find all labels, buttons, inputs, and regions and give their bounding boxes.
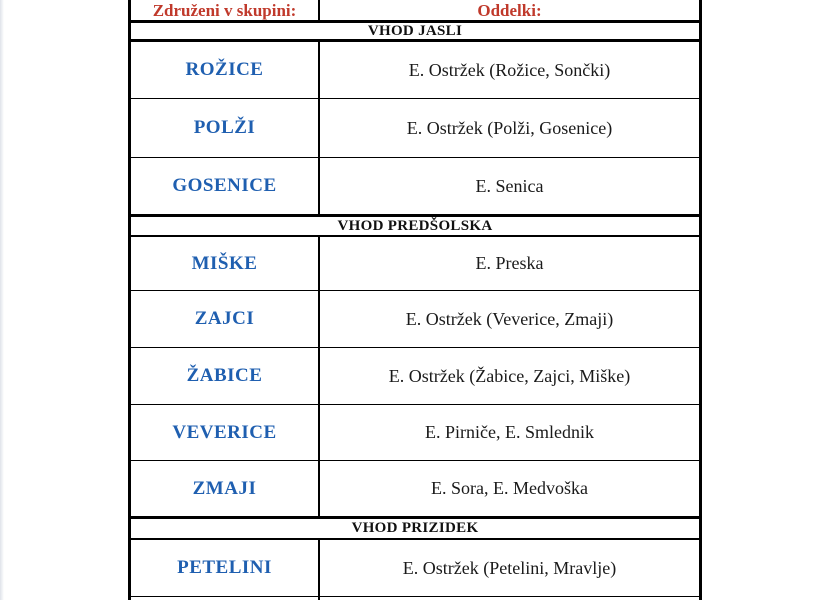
department-name: E. Ostržek (Polži, Gosenice) <box>406 117 613 138</box>
group-name: ZMAJI <box>192 477 257 499</box>
department-name: E. Ostržek (Veverice, Zmaji) <box>405 308 614 329</box>
group-name: ŽABICE <box>186 365 263 386</box>
group-assignment-table <box>128 0 702 600</box>
row-rule <box>131 596 699 597</box>
department-name: E. Ostržek (Petelini, Mravlje) <box>402 557 617 578</box>
department-name: E. Pirniče, E. Smlednik <box>425 422 594 442</box>
section-title-prizidek: VHOD PRIZIDEK <box>351 520 479 536</box>
department-name: E. Preska <box>475 253 544 273</box>
group-name: VEVERICE <box>172 421 277 443</box>
column-header-group: Združeni v skupini: <box>152 1 297 20</box>
department-name: E. Senica <box>475 175 544 196</box>
column-divider <box>318 0 320 22</box>
column-header-department: Oddelki: <box>477 1 542 20</box>
page-edge-shadow <box>0 0 4 600</box>
group-name: PETELINI <box>177 557 272 578</box>
section-title-predsolska: VHOD PREDŠOLSKA <box>337 217 493 234</box>
department-name: E. Sora, E. Medvoška <box>431 478 588 498</box>
section-title-jasli: VHOD JASLI <box>367 23 463 39</box>
group-name: ZAJCI <box>194 308 255 329</box>
department-name: E. Ostržek (Žabice, Zajci, Miške) <box>388 365 631 386</box>
department-name: E. Ostržek (Rožice, Sončki) <box>408 59 611 80</box>
group-name: ROŽICE <box>185 59 264 80</box>
group-name: POLŽI <box>193 117 256 138</box>
group-name: GOSENICE <box>172 175 277 196</box>
group-name: MIŠKE <box>191 252 258 274</box>
